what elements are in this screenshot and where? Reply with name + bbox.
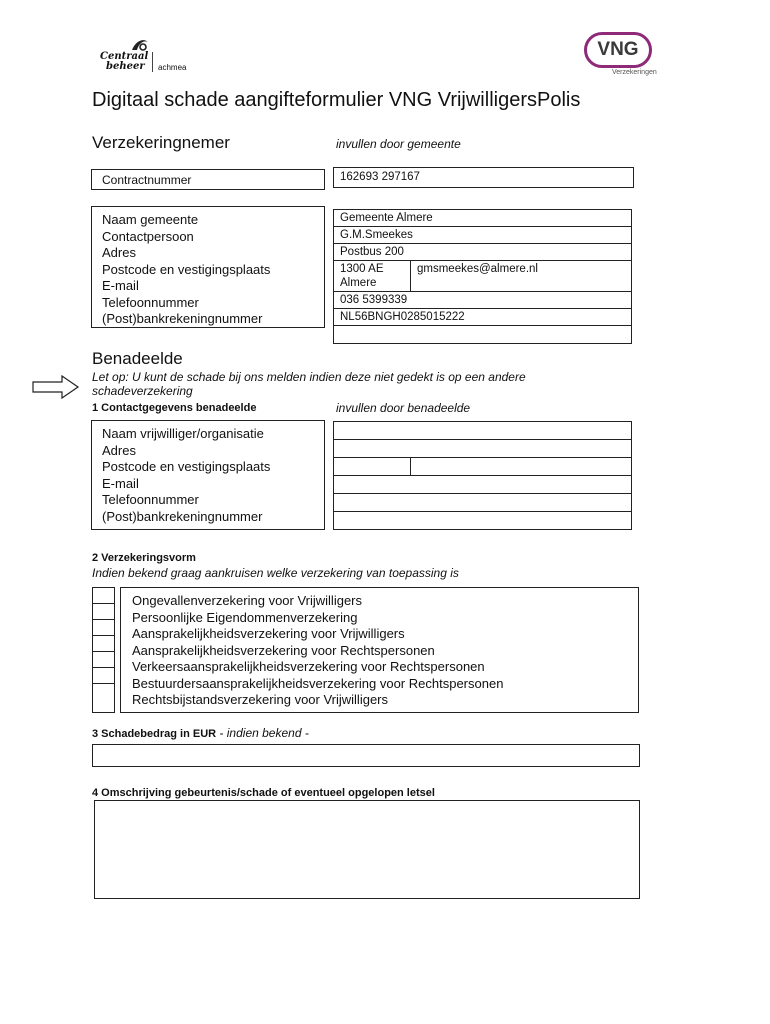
benadeelde-telefoon-field[interactable] [333,493,632,512]
option-verkeersaansprakelijkheid: Verkeersaansprakelijkheidsverzekering voor Rechtspersonen [132,659,485,674]
contractnummer-label-box [91,169,325,190]
option-eigendommen: Persoonlijke Eigendommenverzekering [132,609,358,625]
vng-logo [584,32,664,80]
rekening-field[interactable]: NL56BNGH0285015222 [333,308,632,326]
naam-gemeente-field[interactable]: Gemeente Almere [333,209,632,227]
centraal-beheer-logo [98,38,158,72]
adres-field[interactable]: Postbus 200 [333,243,632,261]
label-adres-benadeelde: Adres [102,442,136,458]
insurance-options-box [120,587,639,713]
benadeelde-notice [92,370,526,398]
contractnummer-label: Contractnummer [102,173,192,187]
vng-logo-text: VNG [597,39,639,60]
telefoon-field[interactable]: 036 5399339 [333,291,632,309]
section1-note: invullen door benadeelde [336,401,471,415]
plaats-value: Almere [340,277,377,289]
email-field[interactable]: gmsmeekes@almere.nl [410,260,632,292]
section3-title: 3 Schadebedrag in EUR [92,728,217,740]
benadeelde-labels [102,426,270,525]
arrow-right-icon [32,375,80,399]
label-email: E-mail [102,278,139,293]
option-aansprakelijkheid-rechtspersonen: Aansprakelijkheidsverzekering voor Rechtspersonen [132,642,435,658]
checkbox-rechtsbijstand[interactable] [92,683,115,713]
benadeelde-postcode-field[interactable] [333,457,411,476]
label-email-benadeelde: E-mail [102,475,139,491]
option-bestuurdersaansprakelijkheid: Bestuurdersaansprakelijkheidsverzekering voor Rechtspersonen [132,675,504,691]
label-naam-gemeente: Naam gemeente [102,212,199,227]
insurance-options [132,593,503,709]
section2-subtitle: Indien bekend graag aankruisen welke verzekering van toepassing is [92,566,459,580]
section3-heading [92,726,309,740]
checkbox-ongevallen[interactable] [92,587,115,604]
benadeelde-adres-field[interactable] [333,439,632,458]
notice-line1: Let op: U kunt de schade bij ons melden indien deze niet gedekt is op een andere [92,370,526,384]
contractnummer-field[interactable]: 162693 297167 [333,167,634,188]
benadeelde-rekening-field[interactable] [333,511,632,530]
label-naam-vrijwilliger: Naam vrijwilliger/organisatie [102,426,264,441]
benadeelde-labels-box [91,420,325,530]
notice-line2: schadeverzekering [92,384,193,398]
option-rechtsbijstand: Rechtsbijstandsverzekering voor Vrijwilligers [132,692,389,707]
checkbox-bestuurdersaansprakelijkheid[interactable] [92,667,115,684]
section2-title: 2 Verzekeringsvorm [92,552,196,564]
label-postcode-benadeelde: Postcode en vestigingsplaats [102,459,271,474]
label-rekening: (Post)bankrekeningnummer [102,311,263,326]
label-telefoon-benadeelde: Telefoonnummer [102,492,199,507]
page-title: Digitaal schade aangifteformulier VNG VrijwilligersPolis [92,89,581,111]
option-ongevallen: Ongevallenverzekering voor Vrijwilligers [132,593,363,608]
label-adres: Adres [102,245,136,260]
benadeelde-heading: Benadeelde [92,349,183,368]
section1-title: 1 Contactgegevens benadeelde [92,402,257,414]
label-telefoon: Telefoonnummer [102,294,199,310]
logo-divider [152,52,153,72]
section3-note: - indien bekend - [216,726,309,740]
label-contactpersoon: Contactpersoon [102,228,194,244]
option-aansprakelijkheid-vrijwilligers: Aansprakelijkheidsverzekering voor Vrijwilligers [132,626,405,641]
postcode-plaats-field[interactable] [333,260,411,292]
achmea-logo: achmea [158,63,187,72]
omschrijving-field[interactable] [94,800,640,899]
checkbox-verkeersaansprakelijkheid[interactable] [92,651,115,668]
benadeelde-naam-field[interactable] [333,421,632,440]
postcode-value: 1300 AE [340,263,384,275]
schadebedrag-field[interactable] [92,744,640,767]
vng-logo-subtitle: Verzekeringen [612,69,657,76]
vng-logo-badge [584,32,652,68]
label-postcode-plaats: Postcode en vestigingsplaats [102,261,271,277]
verzekeringnemer-labels [102,212,270,328]
extra-field[interactable] [333,325,632,344]
verzekeringnemer-labels-box [91,206,325,328]
checkbox-eigendommen[interactable] [92,603,115,620]
checkbox-aansprakelijkheid-vrijwilligers[interactable] [92,619,115,636]
centraal-beheer-line1: Centraal [100,51,149,62]
centraal-beheer-line2: beheer [106,61,145,72]
checkbox-aansprakelijkheid-rechtspersonen[interactable] [92,635,115,652]
contactpersoon-field[interactable]: G.M.Smeekes [333,226,632,244]
label-rekening-benadeelde: (Post)bankrekeningnummer [102,508,263,524]
benadeelde-email-field[interactable] [333,475,632,494]
benadeelde-plaats-field[interactable] [410,457,632,476]
verzekeringnemer-note: invullen door gemeente [336,137,461,151]
section4-title: 4 Omschrijving gebeurtenis/schade of eventueel opgelopen letsel [92,787,435,799]
centraal-beheer-logo-mark [130,38,150,52]
verzekeringnemer-heading: Verzekeringnemer [92,133,230,152]
